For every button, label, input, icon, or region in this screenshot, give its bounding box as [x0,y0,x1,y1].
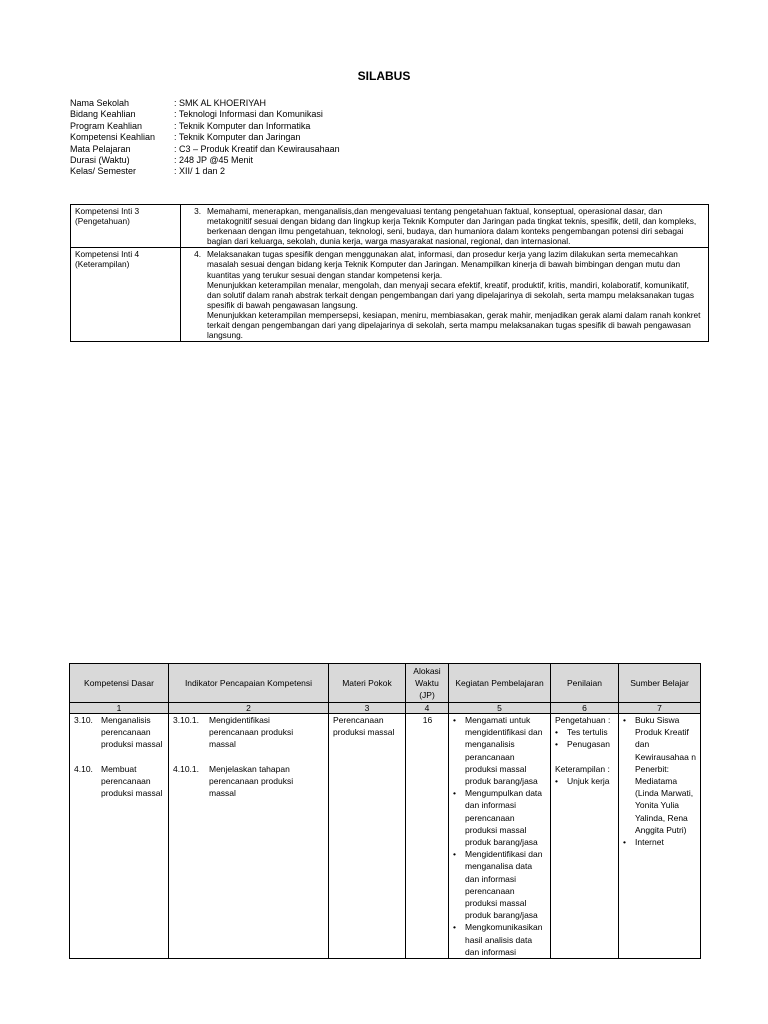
penilaian-label: Keterampilan : [555,763,610,774]
column-number: 1 [70,703,169,714]
bullet-icon: • [453,715,456,725]
ki-text: Menunjukkan keterampilan menalar, mengolah, dan menyaji secara efektif, kreatif, produktif, kritis, mandiri, kolaboratif, komunikatif, dan solutif dalam ranah abstrak terkait dengan pengembangan dari yang dipelajarinya di sekolah, serta mampu melaksanakan tugas spesifik di bawah pengawasan langsung. [207,279,695,310]
kd-text: Menganalisis perencanaan produksi massal [101,715,163,750]
info-value: : C3 – Produk Kreatif dan Kewirausahaan [174,143,340,154]
header-sumber: Sumber Belajar [619,664,701,703]
penilaian-item: Tes tertulis [567,727,608,738]
ki-desc-cell [181,205,709,248]
sumber-publisher: Penerbit: Mediatama (Linda Marwati, Yonita Yulia Yalinda, Rena Anggita Putri) [635,763,694,835]
info-row [70,109,340,120]
kegiatan-cell [449,714,551,959]
alokasi-value: 16 [422,715,433,725]
ki-name: Kompetensi Inti 4 [75,249,140,260]
ki-text-group [207,249,703,340]
bullet-icon: • [555,775,558,786]
kd-item [74,714,165,751]
ipk-text: Menjelaskan tahapan perencanaan produksi massal [209,763,294,799]
info-value: : Teknik Komputer dan Informatika [174,120,311,131]
kd-cell [70,714,169,959]
info-label: Bidang Keahlian [70,109,136,120]
info-label: Nama Sekolah [70,98,130,108]
kegiatan-text: Mengamati untuk mengidentifikasi dan menganalisis perancanaan produksi massal produk barang/jasa [465,715,543,787]
list-item [555,775,615,787]
ki-subname: (Pengetahuan) [75,216,130,227]
bullet-icon: • [555,727,558,738]
list-item [453,714,547,787]
info-label: Durasi (Waktu) [70,155,130,166]
info-row [70,98,340,109]
ki-row-3 [71,205,709,248]
sumber-book: Buku Siswa Produk Kreatif dan Kewirausahaa n [635,715,696,762]
ipk-code: 4.10.1. [173,763,199,774]
info-value: : Teknik Komputer dan Jaringan [174,132,301,143]
header-kd: Kompetensi Dasar [70,664,169,703]
info-value: : SMK AL KHOERIYAH [174,98,267,108]
bullet-icon: • [453,849,456,860]
sumber-internet: Internet [635,837,664,848]
ki-text: Menunjukkan keterampilan mempersepsi, kesiapan, meniru, membiasakan, gerak mahir, menjadikan gerak alami dalam ranah konkret terkait dengan pengembangan dari yang dipelajarinya di sekolah, serta mampu melaksanakan tugas spesifik di bawah pengawasan langsung. [207,309,701,341]
column-number: 7 [619,703,701,714]
number-row [70,703,701,714]
kegiatan-text: Mengidentifikasi dan menganalisa data dan informasi perencanaan produksi massal produk barang/jasa [465,849,543,921]
ipk-item [173,763,325,800]
kd-item [74,763,165,800]
ki-number: 3. [194,206,201,216]
penilaian-item: Penugasan [567,739,611,750]
list-item [453,921,547,958]
info-label: Kompetensi Keahlian [70,132,156,143]
ki-text: Memahami, menerapkan, menganalisis,dan mengevaluasi tentang pengetahuan faktual, konseptual, operasional dasar, dan metakognitif sesuai dengan bidang dan lingkup kerja Teknik Komputer dan Jaringan pada tingkat teknis, spesifik, detil, dan kompleks, berkenaan dengan ilmu pengetahuan, teknologi, seni, budaya, dan humaniora dalam konteks pengembangan potensi diri sebagai bagian dari keluarga, sekolah, dunia kerja, warga masyarakat nasional, regional, dan internasional. [207,206,697,247]
info-label: Kelas/ Semester [70,166,137,177]
bullet-icon: • [453,922,456,933]
school-info [70,98,340,178]
list-item [623,714,697,836]
table-row [70,714,701,959]
sumber-cell [619,714,701,959]
ipk-item [173,714,325,751]
info-value: : XII/ 1 dan 2 [174,166,226,177]
penilaian-item: Unjuk kerja [567,775,610,786]
column-number: 6 [551,703,619,714]
materi-cell [329,714,406,959]
header-kegiatan: Kegiatan Pembelajaran [449,664,551,703]
ki-subname: (Keterampilan) [75,259,130,270]
info-row [70,132,340,143]
info-row [70,121,340,132]
info-label: Mata Pelajaran [70,143,131,154]
info-value: : 248 JP @45 Menit [174,155,254,166]
bullet-icon: • [623,715,626,725]
info-row [70,166,340,177]
header-alokasi: Alokasi Waktu (JP) [406,664,449,703]
kd-code: 3.10. [74,715,93,725]
info-value: : Teknologi Informasi dan Komunikasi [174,109,323,120]
list-item [623,836,697,848]
kd-text: Membuat perencanaan produksi massal [101,763,163,799]
info-label: Program Keahlian [70,120,143,131]
ki-name-cell [71,205,181,248]
list-item [555,726,615,738]
list-item [453,787,547,848]
kegiatan-text: Mengumpulkan data dan informasi perencanaan produksi massal produk barang/jasa [465,788,543,848]
syllabus-table [69,663,701,959]
ipk-cell [169,714,329,959]
alokasi-cell [406,714,449,959]
bullet-icon: • [623,837,626,848]
list-item [453,848,547,921]
column-number: 5 [449,703,551,714]
spacer [555,751,615,763]
bullet-icon: • [555,739,558,750]
kd-code: 4.10. [74,763,93,774]
penilaian-cell [551,714,619,959]
header-row [70,664,701,703]
ki-desc-cell [181,248,709,342]
column-number: 4 [406,703,449,714]
ki-name: Kompetensi Inti 3 [75,206,140,216]
header-materi: Materi Pokok [329,664,406,703]
ipk-code: 3.10.1. [173,715,199,725]
list-item [555,738,615,750]
materi-text: Perencanaan produksi massal [333,715,395,738]
header-ipk: Indikator Pencapaian Kompetensi [169,664,329,703]
penilaian-label: Pengetahuan : [555,715,611,725]
document-title: SILABUS [357,69,411,83]
spacer [173,751,325,763]
ki-row-4 [71,248,709,342]
core-competency-table [70,204,709,342]
info-row [70,144,340,155]
ki-text: Melaksanakan tugas spesifik dengan menggunakan alat, informasi, dan prosedur kerja yang lazim dilakukan serta memecahkan masalah sesuai dengan bidang kerja Teknik Komputer dan Jaringan. Menampilkan kinerja di bawah bimbingan dengan mutu dan kuantitas yang terukur sesuai dengan standar kompetensi kerja. [207,249,681,280]
ki-name-cell [71,248,181,342]
kegiatan-text: Mengkomunikasikan hasil analisis data dan informasi [465,922,543,957]
bullet-icon: • [453,788,456,799]
info-row [70,155,340,166]
column-number: 2 [169,703,329,714]
spacer [74,751,165,763]
header-penilaian: Penilaian [551,664,619,703]
ipk-text: Mengidentifikasi perencanaan produksi massal [209,715,294,750]
sumber-book-group [635,714,697,836]
column-number: 3 [329,703,406,714]
ki-number: 4. [194,249,201,260]
